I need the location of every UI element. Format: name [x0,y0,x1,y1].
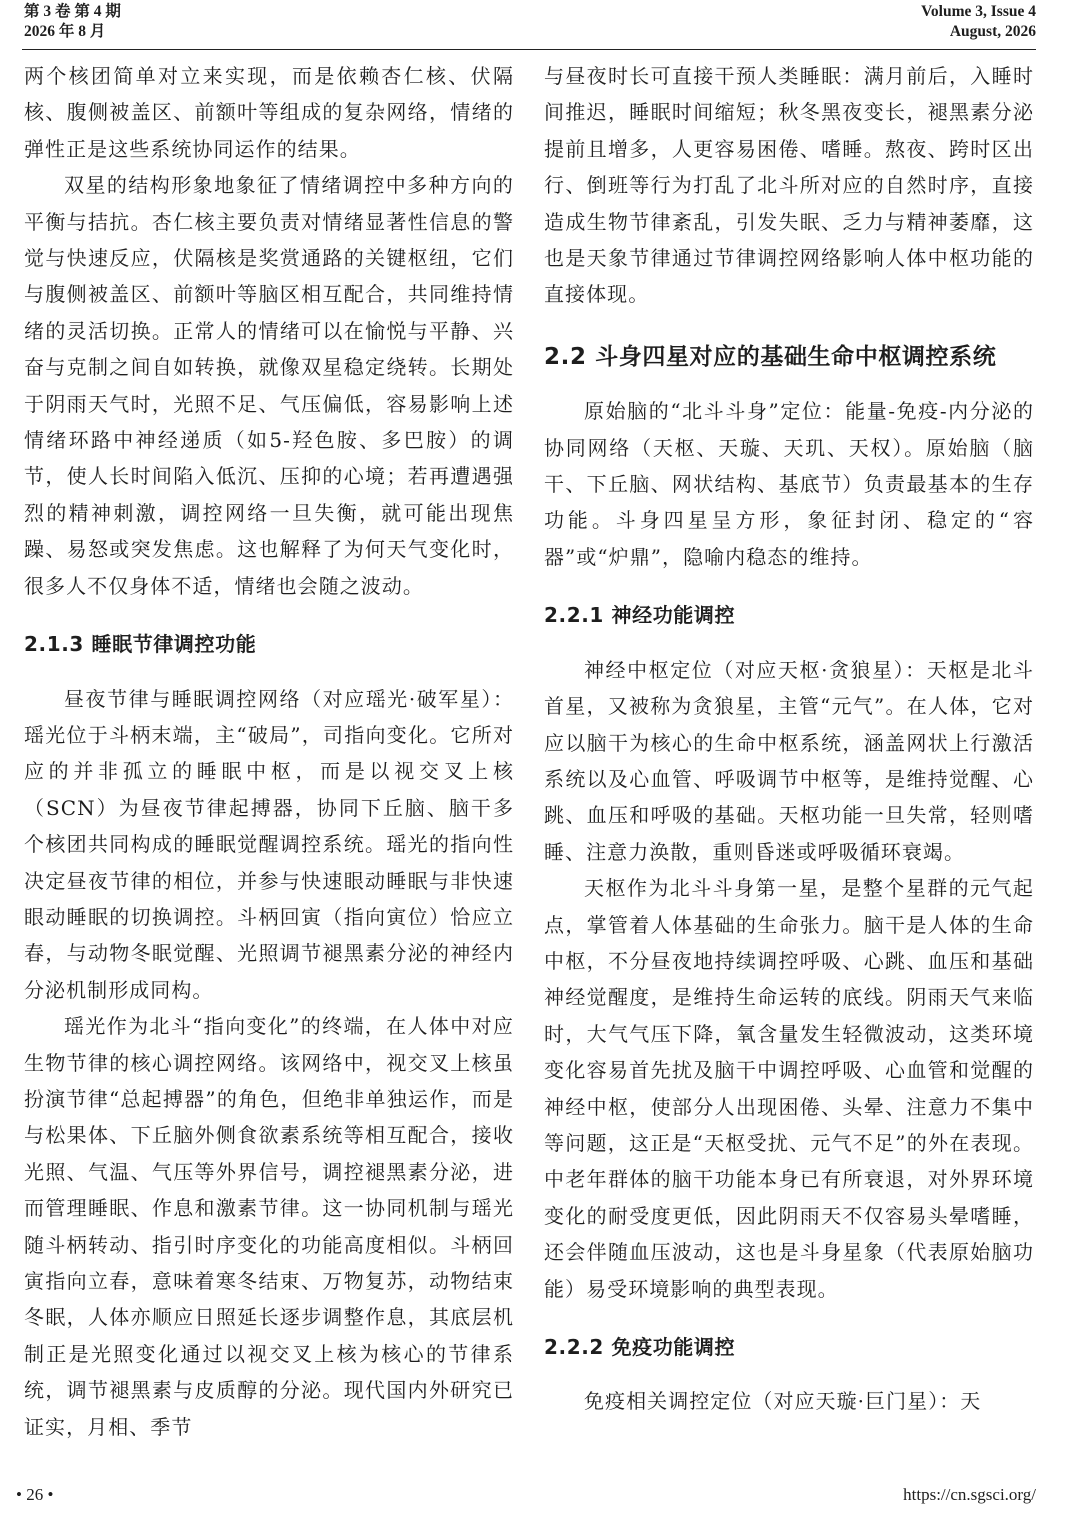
paragraph: 昼夜节律与睡眠调控网络（对应瑶光·破军星）：瑶光位于斗柄末端，主“破局”，司指向变化。它所对应的并非孤立的睡眠中枢，而是以视交叉上核（SCN）为昼夜节律起搏器，协同下丘脑、脑干多个核团共同构成的睡眠觉醒调控系统。瑶光的指向性决定昼夜节律的相位，并参与快速眼动睡眠与非快速眼动睡眠的切换调控。斗柄回寅（指向寅位）恰应立春，与动物冬眠觉醒、光照调节褪黑素分泌的神经内分泌机制形成同构。 [24,686,514,1002]
section-heading-2-2-2: 2.2.2 免疫功能调控 [544,1335,736,1359]
left-column [24,58,514,1445]
paragraph: 原始脑的“北斗斗身”定位：能量-免疫-内分泌的协同网络（天枢、天璇、天玑、天权）。原始脑（脑干、下丘脑、网状结构、基底节）负责最基本的生存功能。斗身四星呈方形，象征封闭、稳定的“容器”或“炉鼎”，隐喻内稳态的维持。 [544,399,1034,569]
paragraph: 两个核团简单对立来实现，而是依赖杏仁核、伏隔核、腹侧被盖区、前额叶等组成的复杂网络，情绪的弹性正是这些系统协同运作的结果。 [24,64,514,161]
section-heading-2-1-3: 2.1.3 睡眠节律调控功能 [24,632,257,657]
paragraph: 天枢作为北斗斗身第一星，是整个星群的元气起点，掌管着人体基础的生命张力。脑干是人体的生命中枢，不分昼夜地持续调控呼吸、心跳、血压和基础神经觉醒度，是维持生命运转的底线。阴雨天气来临时，大气气压下降，氧含量发生轻微波动，这类环境变化容易首先扰及脑干中调控呼吸、心血管和觉醒的神经中枢，使部分人出现困倦、头晕、注意力不集中等问题，这正是“天枢受扰、元气不足”的外在表现。中老年群体的脑干功能本身已有所衰退，对外界环境变化的耐受度更低，因此阴雨天不仅容易头晕嗜睡，还会伴随血压波动，这也是斗身星象（代表原始脑功能）易受环境影响的典型表现。 [544,876,1034,1301]
paragraph: 与昼夜时长可直接干预人类睡眠：满月前后，入睡时间推迟，睡眠时间缩短；秋冬黑夜变长，褪黑素分泌提前且增多，人更容易困倦、嗜睡。熬夜、跨时区出行、倒班等行为打乱了北斗所对应的自然时序，直接造成生物节律紊乱，引发失眠、乏力与精神萎靡，这也是天象节律通过节律调控网络影响人体中枢功能的直接体现。 [544,64,1034,307]
volume-issue-en: Volume 3, Issue 4 [921,3,1036,20]
journal-issue-en [921,2,1036,42]
journal-issue [24,2,121,42]
paragraph: 双星的结构形象地象征了情绪调控中多种方向的平衡与拮抗。杏仁核主要负责对情绪显著性信息的警觉与快速反应，伏隔核是奖赏通路的关键枢纽，它们与腹侧被盖区、前额叶等脑区相互配合，共同维持情绪的灵活切换。正常人的情绪可以在愉悦与平静、兴奋与克制之间自如转换，就像双星稳定绕转。长期处于阴雨天气时，光照不足、气压偏低，容易影响上述情绪环路中神经递质（如5-羟色胺、多巴胺）的调节，使人长时间陷入低沉、压抑的心境；若再遭遇强烈的精神刺激，调控网络一旦失衡，就可能出现焦躁、易怒或突发焦虑。这也解释了为何天气变化时，很多人不仅身体不适，情绪也会随之波动。 [24,173,514,598]
right-column [544,58,1034,1420]
header-divider [22,49,1036,50]
paragraph: 瑶光作为北斗“指向变化”的终端，在人体中对应生物节律的核心调控网络。该网络中，视交叉上核虽扮演节律“总起搏器”的角色，但绝非单独运作，而是与松果体、下丘脑外侧食欲素系统等相互配合，接收光照、气温、气压等外界信号，调控褪黑素分泌，进而管理睡眠、作息和激素节律。这一协同机制与瑶光随斗柄转动、指引时序变化的功能高度相似。斗柄回寅指向立春，意味着寒冬结束、万物复苏，动物结束冬眠，人体亦顺应日照延长逐步调整作息，其底层机制正是光照变化通过以视交叉上核为核心的节律系统，调节褪黑素与皮质醇的分泌。现代国内外研究已证实，月相、季节 [24,1014,514,1439]
page-header [24,2,1036,46]
date-cn: 2026 年 8 月 [24,23,106,40]
paragraph: 免疫相关调控定位（对应天璇·巨门星）：天 [584,1389,982,1414]
section-heading-2-2-1: 2.2.1 神经功能调控 [544,603,736,628]
date-en: August, 2026 [949,23,1036,40]
journal-url[interactable]: https://cn.sgsci.org/ [903,1485,1036,1504]
volume-issue-cn: 第 3 卷 第 4 期 [24,3,121,20]
section-heading-2-2: 2.2 斗身四星对应的基础生命中枢调控系统 [544,343,997,370]
page-number: • 26 • [16,1485,54,1504]
page-footer [0,1485,1080,1507]
paragraph: 神经中枢定位（对应天枢·贪狼星）：天枢是北斗首星，又被称为贪狼星，主管“元气”。在人体，它对应以脑干为核心的生命中枢系统，涵盖网状上行激活系统以及心血管、呼吸调节中枢等，是维持觉醒、心跳、血压和呼吸的基础。天枢功能一旦失常，轻则嗜睡、注意力涣散，重则昏迷或呼吸循环衰竭。 [544,657,1034,864]
